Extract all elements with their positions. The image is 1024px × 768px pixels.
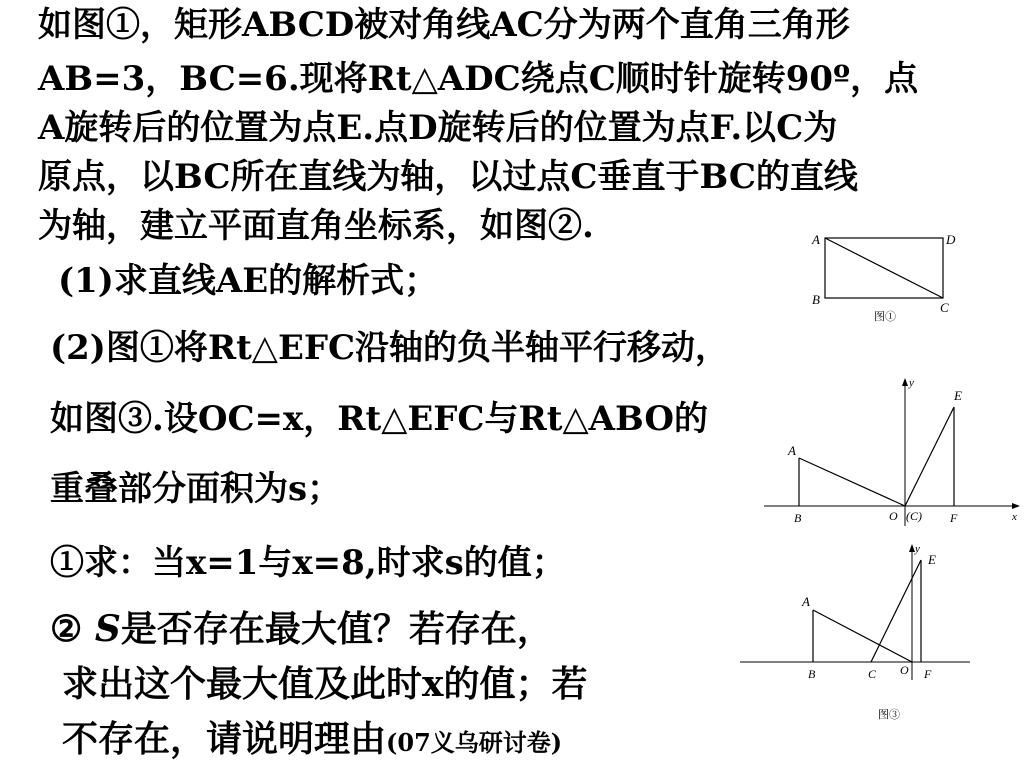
- label-c: C: [868, 667, 877, 681]
- question-2b-line-2: 求出这个最大值及此时x的值；若: [62, 663, 588, 705]
- figure-3-caption: 图③: [878, 709, 900, 721]
- label-o: O: [900, 663, 909, 677]
- segment-ao: [813, 610, 912, 662]
- figure-2: [762, 374, 1024, 532]
- label-a: A: [788, 443, 796, 458]
- label-b: B: [812, 292, 820, 307]
- intro-line-1: 如图①，矩形ABCD被对角线AC分为两个直角三角形: [38, 5, 850, 45]
- label-a: A: [802, 594, 810, 609]
- question-2b-variable: S: [94, 608, 121, 650]
- label-b: B: [794, 511, 802, 525]
- intro-line-2: AB=3，BC=6.现将Rt△ADC绕点C顺时针旋转90º，点: [38, 59, 919, 99]
- intro-line-3: A旋转后的位置为点E.点D旋转后的位置为点F.以C为: [38, 108, 838, 148]
- diagonal-ac: [825, 238, 943, 298]
- intro-line-5: 为轴，建立平面直角坐标系，如图②.: [38, 206, 594, 246]
- question-2b-marker: ②: [50, 608, 95, 650]
- source-note: (07义乌研讨卷): [386, 728, 563, 757]
- y-axis-label: y: [915, 543, 920, 555]
- figure-1: [808, 226, 968, 326]
- question-2b-line-1: [50, 606, 553, 652]
- label-a: A: [812, 232, 820, 247]
- label-e: E: [954, 388, 962, 403]
- label-d: D: [946, 232, 956, 247]
- y-axis-label: y: [909, 377, 914, 389]
- label-f: F: [924, 667, 932, 681]
- question-2-line-1: (2)图①将Rt△EFC沿轴的负半轴平行移动，: [50, 328, 730, 368]
- question-2a: ①求：当x=1与x=8,时求s的值；: [50, 543, 566, 583]
- y-axis-arrow: [902, 378, 908, 386]
- segment-ce: [905, 407, 954, 506]
- figure-3: [738, 540, 978, 730]
- figure-1-caption: 图①: [874, 311, 896, 323]
- label-b: B: [808, 667, 816, 681]
- segment-ao: [799, 458, 905, 506]
- label-f: F: [950, 511, 958, 525]
- question-2b-line-3: [62, 716, 562, 766]
- intro-line-4: 原点，以BC所在直线为轴，以过点C垂直于BC的直线: [38, 157, 858, 197]
- label-c: (C): [906, 509, 922, 523]
- x-axis-arrow: [1012, 503, 1020, 509]
- question-2b-text: 是否存在最大值？若存在，: [120, 608, 553, 650]
- question-1: (1)求直线AE的解析式；: [58, 261, 439, 301]
- question-2-line-2: 如图③.设OC=x，Rt△EFC与Rt△ABO的: [50, 399, 708, 439]
- label-c: C: [940, 300, 949, 315]
- segment-ce: [871, 560, 921, 662]
- question-2-line-3: 重叠部分面积为s；: [50, 469, 342, 509]
- question-2b-line-3-text: 不存在，请说明理由: [62, 718, 387, 760]
- label-o: O: [889, 509, 898, 523]
- x-axis-label: x: [1012, 511, 1017, 523]
- label-e: E: [928, 552, 936, 567]
